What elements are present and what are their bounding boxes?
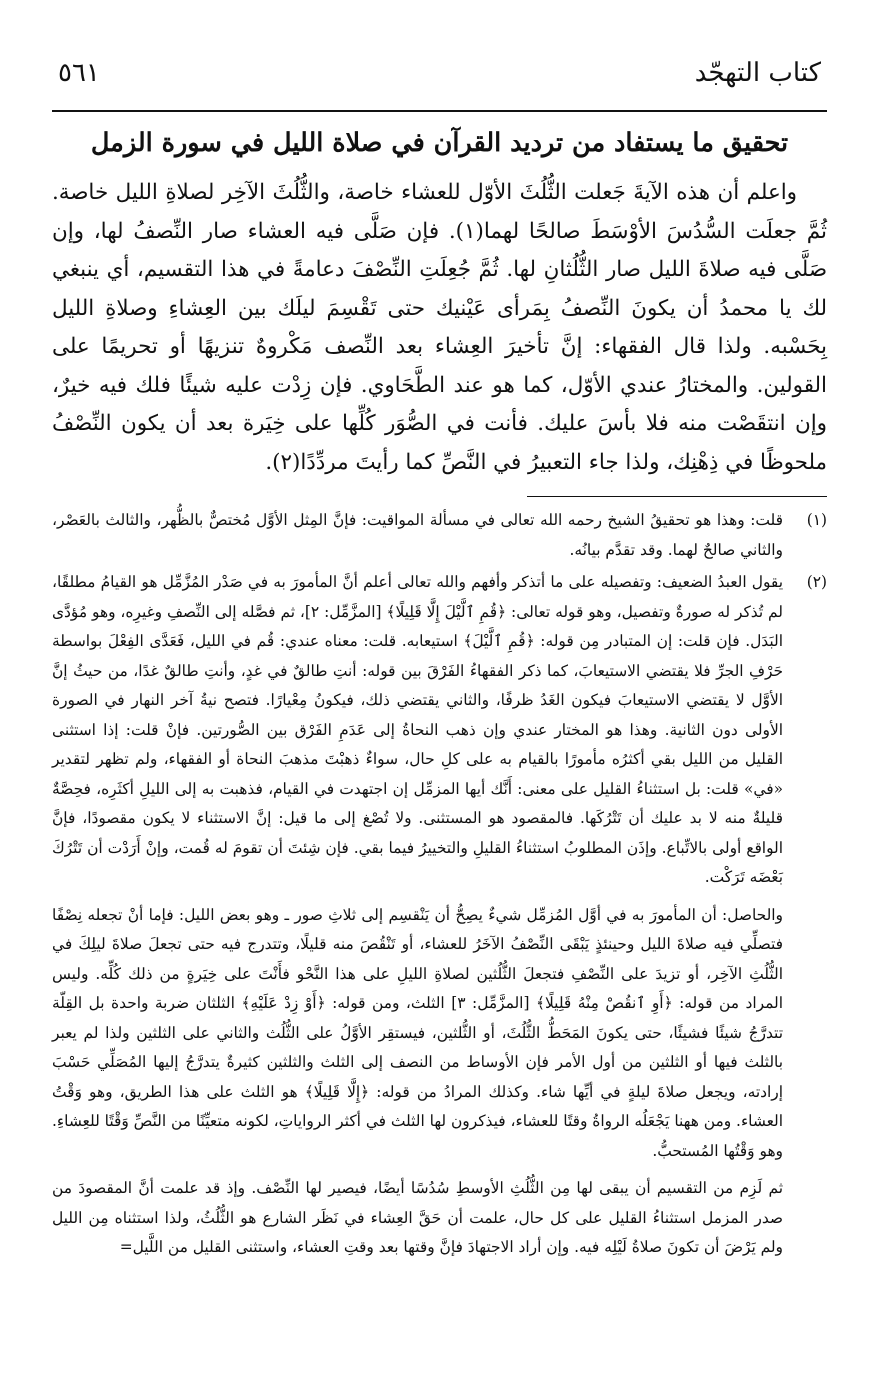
footnote-number: (٢) bbox=[806, 573, 827, 591]
footnote-1 bbox=[52, 506, 827, 565]
footnote-rule bbox=[527, 496, 827, 497]
footnote-paragraph: ثم لَزِم من التقسيم أن يبقى لها مِن الثُّلُثِ الأوسطِ سُدُسًا أيضًا، فيصير لها النِّصْف. وإذ قد علمت أنَّ المقصودَ من صدر المزمل استثناءُ القليل على كل حال، علمت أن حَقَّ العِشاء في نَظَر الشارع هو الثُّلُثُ، ولذا استثناه مِن الليل ولم يَرْضَ أن تكونَ صلاةُ لَيْلِه فيه. وإن أراد الاجتهادَ فإنَّ وقتها بعد وقتِ العشاء، واستثنى القليل من اللَّيل= bbox=[52, 1179, 783, 1256]
footnote-body bbox=[52, 506, 783, 565]
footnote-paragraph: يقول العبدُ الضعيف: وتفصيله على ما أتذكر وأفهم والله تعالى أعلم أنَّ المأمورَ به في صَدْر المُزَّمِّل هو القيامُ مطلقًا، لم تُذكر له صورةٌ وتفصيل، وهو قوله تعالى: ﴿قُمِ ٱلَّيْلَ إِلَّا قَلِيلًا﴾ [المزَّمِّل: ٢]، ثم فصَّله إلى النِّصفِ وغيرِه، وهو مُؤدَّى البَدَل. فإن قلت: إن المتبادر مِن قوله: ﴿قُمِ ٱلَّيْلَ﴾ استيعابه. قلت: معناه عندي: قُم في الليل، فَعَدَّى الفِعْلَ بواسطة حَرْفِ الجرِّ فلا يقتضي الاستيعابَ، كما ذكر الفقهاءُ الفَرْقَ بين قوله: أنتِ طالقٌ في غدٍ، وأنتِ طالقٌ غدًا، من حيثُ إنَّ الأوَّل لا يقتضي الاستيعابَ فيكون الغَدُ ظرفًا، والثاني يقتضي ذلك، فيكونُ مِعْيارًا. فتصح نيةُ آخر النهار في الصورة الأولى دون الثانية. وهذا هو المختار عندي وإن ذهب النحاةُ إلى عَدَمِ الفَرْق بين الصُّورتين. فإنْ قلت: إذا استثنى القليل من الليل بقي أكثرُه مأمورًا بالقيام به على كلِ حال، سواءٌ ذهبْتَ مذهبَ النحاة أو الفقهاء، ولم تظهر لتقدير «في» قلت: بل استثناءُ القليل على معنى: أَنَّك أيها المزمِّل إن اجتهدت في القيام، فذهبت به إلى الليلِ أكثَرِه، فحِصَّةٌ قليلةٌ منه لا بد عليك أن تَتْرُكَها. فالمقصود هو المستثنى. ولا تُصْغ إلى ما قيل: إنَّ الاستثناء لا يكون مقصودًا، فإنَّ الواقع أولى بالاتِّباع. وإذَن المطلوبُ استثناءُ القليلِ والتخييرُ فيما بقي. فإن شِئتَ أن تقومَ له قُمت، وإنْ أَرَدْت أن تَتْرُكَ بَعْضَه تَرَكْت. bbox=[52, 573, 783, 886]
footnote-paragraph: والحاصل: أن المأمورَ به في أوَّل المُزمِّل شيءٌ يصِحُّ أن يَنْقسِم إلى ثلاثِ صور ـ وهو بعض الليل: فإما أنْ تجعله نِصْفًا فتصلِّي فيه صلاةَ الليل وحينئذٍ يَبْقَى النِّصْفُ الآخَرُ للعشاء، أو تَنْقُصَ منه قليلًا، وتتدرج فيه حتى تجعلَ صلاةَ ليلِكَ في الثُّلُثِ الآخِر، أو تزيدَ على النِّصْفِ فتجعلَ الثُّلُثين لصلاةِ الليلِ على هذا النَّحْو فأَنْتَ على خِيَرةٍ من ذلك كُلِّه. وليس المراد من قوله: ﴿أَوِ ٱنقُصْ مِنْهُ قَلِيلًا﴾ [المزَّمِّل: ٣] الثلث، ومن قوله: ﴿أَوْ زِدْ عَلَيْهِ﴾ الثلثان ضربة واحدة بل القِلّة تتدرَّجُ شيئًا فشيئًا، حتى يكونَ المَحَطُّ الثُّلُثَ، أو الثُّلثين، فيستقِر الأوَّلُ على الثُّلُث والثاني على الثلثين ولذا لم يعبر بالثلث فيها أو الثلثين من أول الأمر فإن الأوساط من النصف إلى الثلث والثلثين كثيرةٌ يتدرَّجُ إليها المُصَلِّي حَسْبَ إرادته، ويجعل صلاةَ ليلةٍ في أيِّها شاء. وكذلك المرادُ من قوله: ﴿إِلَّا قَلِيلًا﴾ هو الثلث على هذا الطريق، وهو وَقْتُ العشاء. ومن ههنا يَجْعَلُه الرواةُ وقتًا للعشاء، فيذكرون لها الثلث في أكثر الرواياتِ، لكونه متعيِّنًا من النَّصِّ وَقْتًا للعِشاءِ. وهو وَقْتُها المُستحبُّ. bbox=[52, 905, 783, 1160]
footnote-paragraph: قلت: وهذا هو تحقيقُ الشيخ رحمه الله تعالى في مسألة المواقيت: فإنَّ المِثل الأوَّل مُختصٌّ بالظُّهر، والثالث بالعَصْر، والثاني صالحٌ لهما. وقد تقدَّم بيانُه. bbox=[52, 511, 783, 559]
main-text bbox=[52, 174, 827, 482]
body-paragraph: واعلم أن هذه الآيةَ جَعلت الثُّلُثَ الأوّل للعشاء خاصة، والثُّلُثَ الآخِر لصلاةِ الليل خاصة. ثُمَّ جعلَت السُّدُسَ الأوْسَطَ صالحًا لهما(١). فإن صَلَّى فيه العشاء صار النِّصفُ لها، وإن صَلَّى فيه صلاةَ الليل صار الثُّلُثانِ لها. ثُمَّ جُعِلَتِ النِّصْفَ دعامةً في هذا التقسيم، أي ينبغي لك يا محمدُ أن يكونَ النِّصفُ بِمَرأى عَيْنيك حتى تَقْسِمَ ليلَك بين العِشاءِ وصلاةِ الليل بِحَسْبه. ولذا قال الفقهاء: إنَّ تأخيرَ العِشاء بعد النِّصف مَكْروهٌ تنزيهًا أو تحريمًا على القولين. والمختارُ عندي الأوّل، كما هو عند الطَّحَاوي. فإن زِدْت عليه شيئًا فلك فيه خيرٌ، وإن انتقَصْت منه فلا بأسَ عليك. فأنت في الصُّوَر كُلِّها على خِيَرة بعد أن يكون النِّصْفُ ملحوظًا في ذِهْنِك، ولذا جاء التعبيرُ في النَّصِّ كما رأيتَ مردِّدًا(٢). bbox=[52, 180, 827, 475]
running-head-title: كتاب التهجّد bbox=[694, 58, 821, 88]
page-header bbox=[58, 58, 821, 88]
page-number: ٥٦١ bbox=[58, 58, 100, 88]
footnote-number: (١) bbox=[806, 511, 827, 529]
footnotes bbox=[52, 506, 827, 1266]
footnote-2 bbox=[52, 568, 827, 1263]
header-rule bbox=[52, 110, 827, 112]
footnote-body bbox=[52, 568, 783, 1263]
section-title: تحقيق ما يستفاد من ترديد القرآن في صلاة الليل في سورة الزمل bbox=[90, 128, 789, 158]
